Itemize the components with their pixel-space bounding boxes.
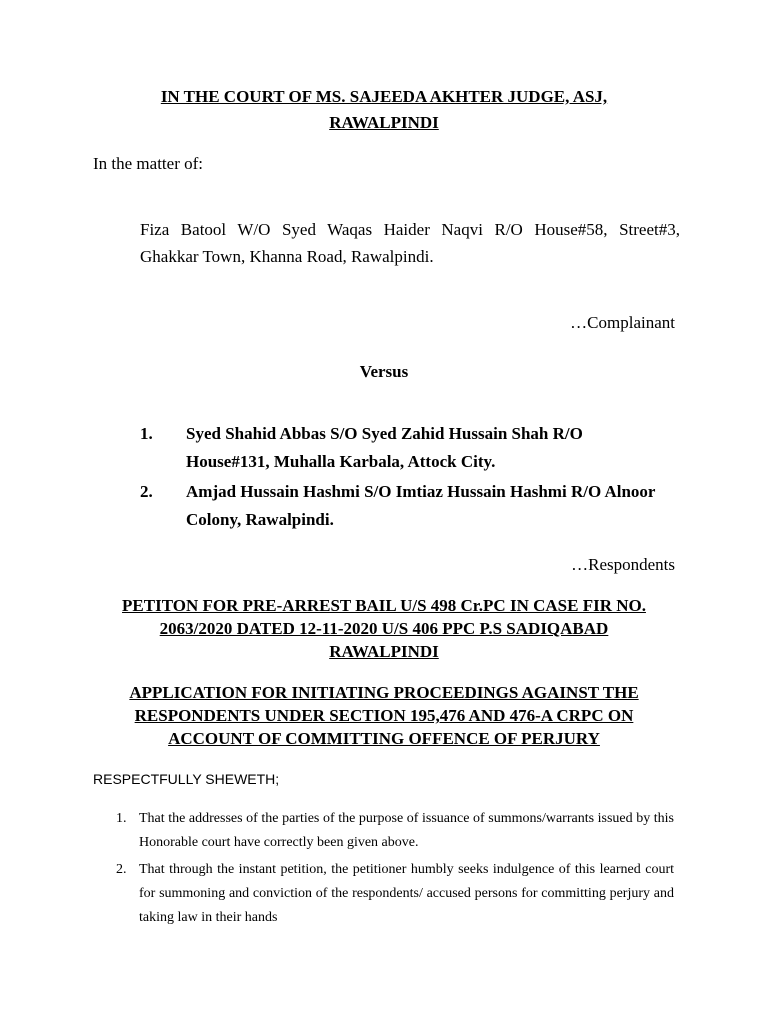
- respondent-item: [140, 420, 680, 476]
- court-title: [0, 84, 768, 136]
- respondent-number: 2.: [140, 482, 153, 501]
- application-heading: [0, 681, 768, 750]
- paragraph-text: That through the instant petition, the petitioner humbly seeks indulgence of this learned court for summoning and conviction of the respondents/ accused persons for committing perjury and taking law in their hands: [139, 862, 674, 925]
- application-heading-line3: ACCOUNT OF COMMITTING OFFENCE OF PERJURY: [168, 729, 600, 748]
- respondent-item: [140, 478, 680, 534]
- petition-heading-line3: RAWALPINDI: [329, 642, 439, 661]
- court-title-line1: IN THE COURT OF MS. SAJEEDA AKHTER JUDGE, ASJ,: [160, 87, 608, 106]
- court-title-line2: RAWALPINDI: [329, 113, 439, 132]
- paragraph-text: That the addresses of the parties of the purpose of issuance of summons/warrants issued by this Honorable court have correctly been given above.: [139, 811, 674, 850]
- respondents-label: …Respondents: [571, 555, 675, 574]
- respondent-line2: House#131, Muhalla Karbala, Attock City.: [186, 452, 496, 471]
- matter-label: In the matter of:: [93, 154, 203, 173]
- petition-heading-line1: PETITON FOR PRE-ARREST BAIL U/S 498 Cr.PC IN CASE FIR NO.: [122, 596, 646, 615]
- paragraph-item: [116, 807, 674, 855]
- paragraph-item: [116, 858, 674, 930]
- complainant-line1: Fiza Batool W/O Syed Waqas Haider Naqvi R/O House#58, Street#3,: [140, 220, 680, 239]
- respondent-line1: Syed Shahid Abbas S/O Syed Zahid Hussain Shah R/O: [186, 424, 583, 443]
- complainant-line2: Ghakkar Town, Khanna Road, Rawalpindi.: [140, 247, 434, 266]
- petition-heading-line2: 2063/2020 DATED 12-11-2020 U/S 406 PPC P.S SADIQABAD: [159, 619, 609, 638]
- complainant-details: [140, 216, 680, 270]
- paragraph-number: 1.: [116, 811, 127, 826]
- complainant-label: …Complainant: [570, 313, 675, 332]
- application-heading-line1: APPLICATION FOR INITIATING PROCEEDINGS AGAINST THE: [129, 683, 639, 702]
- respondent-number: 1.: [140, 424, 153, 443]
- petition-heading: [0, 594, 768, 663]
- respondent-line1: Amjad Hussain Hashmi S/O Imtiaz Hussain Hashmi R/O Alnoor: [186, 482, 656, 501]
- versus-heading: Versus: [359, 362, 409, 381]
- paragraph-number: 2.: [116, 862, 127, 877]
- respondent-line2: Colony, Rawalpindi.: [186, 510, 334, 529]
- application-heading-line2: RESPONDENTS UNDER SECTION 195,476 AND 476-A CRPC ON: [134, 706, 634, 725]
- sheweth-label: RESPECTFULLY SHEWETH;: [93, 771, 280, 787]
